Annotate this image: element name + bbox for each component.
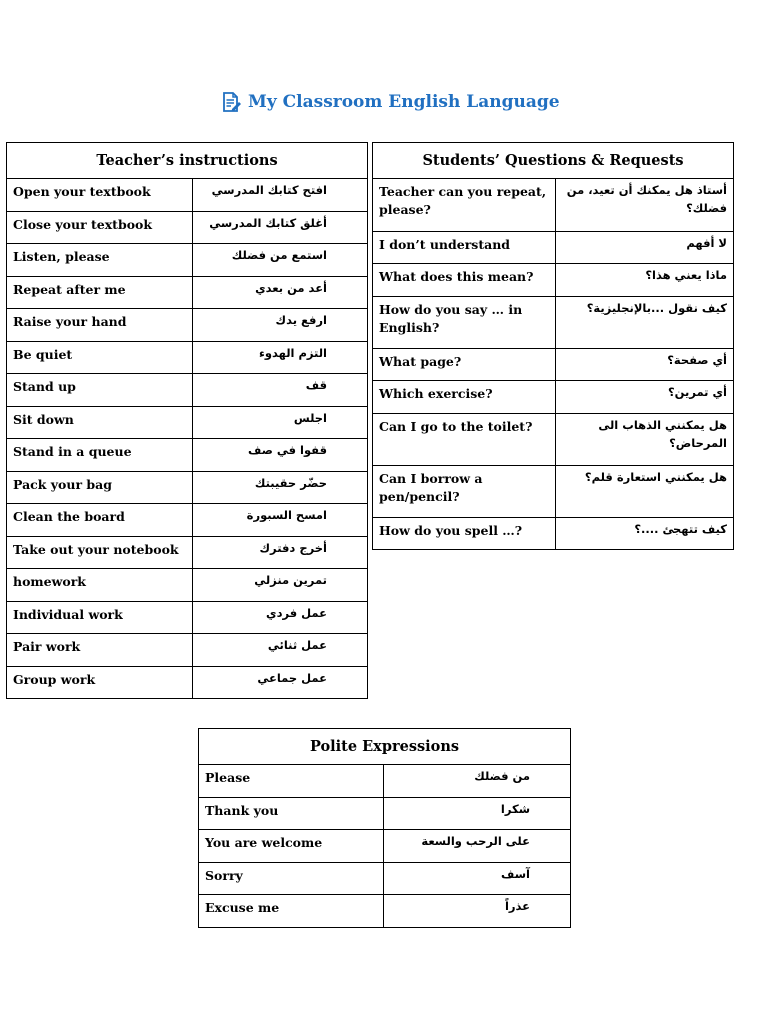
arabic-translation: حضّر حقيبتك <box>193 471 368 504</box>
arabic-translation: أخرج دفترك <box>193 536 368 569</box>
arabic-translation: من فضلك <box>384 765 571 798</box>
teacher-instructions-table <box>6 142 368 699</box>
polite-expressions-table <box>198 728 571 928</box>
english-phrase: How do you spell …? <box>373 518 556 550</box>
arabic-translation: هل يمكنني الذهاب الى المرحاض؟ <box>556 414 734 466</box>
english-phrase: Individual work <box>7 601 193 634</box>
arabic-translation: ارفع يدك <box>193 309 368 342</box>
arabic-translation: اجلس <box>193 406 368 439</box>
table-row <box>7 341 368 374</box>
table-row <box>373 264 734 297</box>
arabic-translation: على الرحب والسعة <box>384 830 571 863</box>
arabic-translation: افتح كتابك المدرسي <box>193 179 368 212</box>
arabic-translation: امسح السبورة <box>193 504 368 537</box>
arabic-translation: عمل ثنائي <box>193 634 368 667</box>
english-phrase: Sorry <box>199 862 384 895</box>
document-edit-icon <box>220 91 242 113</box>
table-row <box>7 471 368 504</box>
table-row <box>7 309 368 342</box>
table-row <box>373 349 734 381</box>
students-requests-table <box>372 142 734 550</box>
table-row <box>7 374 368 407</box>
english-phrase: Teacher can you repeat, please? <box>373 179 556 232</box>
table-row <box>7 569 368 602</box>
arabic-translation: ماذا يعني هذا؟ <box>556 264 734 297</box>
table-row <box>373 466 734 518</box>
table-row <box>7 211 368 244</box>
table-row <box>199 895 571 928</box>
english-phrase: Raise your hand <box>7 309 193 342</box>
english-phrase: Please <box>199 765 384 798</box>
table-row <box>373 381 734 414</box>
table-row <box>373 232 734 264</box>
table-row <box>7 406 368 439</box>
table-row <box>199 862 571 895</box>
arabic-translation: أي صفحة؟ <box>556 349 734 381</box>
arabic-translation: عمل فردي <box>193 601 368 634</box>
table-row <box>7 666 368 699</box>
english-phrase: Listen, please <box>7 244 193 277</box>
english-phrase: How do you say … in English? <box>373 297 556 349</box>
title-text: My Classroom English Language <box>248 92 560 112</box>
table-row <box>7 634 368 667</box>
page-title <box>220 88 560 116</box>
arabic-translation: أعد من بعدي <box>193 276 368 309</box>
english-phrase: Can I go to the toilet? <box>373 414 556 466</box>
english-phrase: What page? <box>373 349 556 381</box>
table-row <box>7 179 368 212</box>
english-phrase: Take out your notebook <box>7 536 193 569</box>
arabic-translation: أي تمرين؟ <box>556 381 734 414</box>
table-row <box>7 439 368 472</box>
table-row <box>7 276 368 309</box>
table-header: Polite Expressions <box>199 729 571 765</box>
english-phrase: Open your textbook <box>7 179 193 212</box>
english-phrase: Stand in a queue <box>7 439 193 472</box>
arabic-translation: أغلق كتابك المدرسي <box>193 211 368 244</box>
english-phrase: Repeat after me <box>7 276 193 309</box>
table-row <box>373 414 734 466</box>
table-row <box>199 765 571 798</box>
english-phrase: I don’t understand <box>373 232 556 264</box>
english-phrase: Pack your bag <box>7 471 193 504</box>
arabic-translation: أستاذ هل يمكنك أن تعيد، من فضلك؟ <box>556 179 734 232</box>
table-row <box>7 601 368 634</box>
table-row <box>373 518 734 550</box>
english-phrase: Excuse me <box>199 895 384 928</box>
arabic-translation: كيف تتهجئ ....؟ <box>556 518 734 550</box>
arabic-translation: آسف <box>384 862 571 895</box>
table-row <box>7 536 368 569</box>
arabic-translation: التزم الهدوء <box>193 341 368 374</box>
english-phrase: Stand up <box>7 374 193 407</box>
table-row <box>7 504 368 537</box>
arabic-translation: كيف نقول ...بالإنجليزية؟ <box>556 297 734 349</box>
table-header: Students’ Questions & Requests <box>373 143 734 179</box>
english-phrase: Be quiet <box>7 341 193 374</box>
table-row <box>199 797 571 830</box>
arabic-translation: قفوا في صف <box>193 439 368 472</box>
table-row <box>373 179 734 232</box>
arabic-translation: شكرا <box>384 797 571 830</box>
english-phrase: Close your textbook <box>7 211 193 244</box>
table-row <box>373 297 734 349</box>
english-phrase: What does this mean? <box>373 264 556 297</box>
english-phrase: You are welcome <box>199 830 384 863</box>
english-phrase: Can I borrow a pen/pencil? <box>373 466 556 518</box>
table-header: Teacher’s instructions <box>7 143 368 179</box>
english-phrase: Clean the board <box>7 504 193 537</box>
arabic-translation: قف <box>193 374 368 407</box>
table-row <box>199 830 571 863</box>
english-phrase: Thank you <box>199 797 384 830</box>
arabic-translation: لا أفهم <box>556 232 734 264</box>
arabic-translation: عذراً <box>384 895 571 928</box>
arabic-translation: استمع من فضلك <box>193 244 368 277</box>
english-phrase: Pair work <box>7 634 193 667</box>
arabic-translation: هل يمكنني استعارة قلم؟ <box>556 466 734 518</box>
arabic-translation: عمل جماعي <box>193 666 368 699</box>
english-phrase: homework <box>7 569 193 602</box>
english-phrase: Group work <box>7 666 193 699</box>
english-phrase: Which exercise? <box>373 381 556 414</box>
arabic-translation: تمرين منزلي <box>193 569 368 602</box>
english-phrase: Sit down <box>7 406 193 439</box>
table-row <box>7 244 368 277</box>
